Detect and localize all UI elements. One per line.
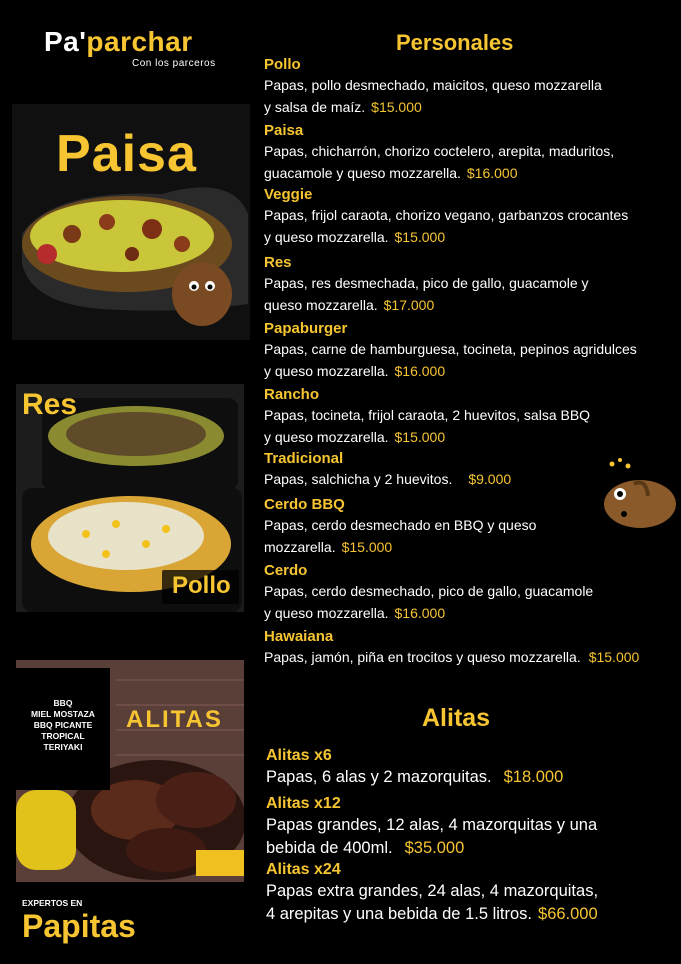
menu-item-papaburger: [264, 320, 674, 382]
item-desc: [264, 204, 674, 248]
item-desc: [264, 272, 674, 316]
item-name: Cerdo: [264, 562, 308, 579]
item-price: $15.000: [394, 429, 446, 445]
menu-item-res: [264, 254, 674, 316]
item-desc-line: Papas, salchicha y 2 huevitos.: [264, 471, 453, 487]
alitas-title: Alitas: [422, 704, 491, 732]
item-name: Rancho: [264, 386, 320, 403]
item-desc-line: Papas, chicharrón, chorizo coctelero, arepita, maduritos,: [264, 143, 615, 159]
sauce-item: TROPICAL: [41, 731, 85, 741]
menu-item-pollo: [264, 56, 674, 118]
sauce-item: BBQ: [53, 698, 73, 708]
item-desc-line: Papas, cerdo desmechado, pico de gallo, guacamole: [264, 583, 594, 599]
menu-item-veggie: [264, 186, 674, 248]
sauce-item: TERIYAKI: [43, 742, 83, 752]
item-desc-line: y queso mozzarella.: [264, 229, 389, 245]
item-price: $16.000: [466, 165, 518, 181]
item-desc-line: Papas grandes, 12 alas, 4 mazorquitas y una: [266, 816, 598, 834]
item-desc-line: Papas, tocineta, frijol caraota, 2 huevitos, salsa BBQ: [264, 407, 591, 423]
item-name: Papaburger: [264, 320, 348, 337]
item-desc-line: guacamole y queso mozzarella.: [264, 165, 461, 181]
item-name: Veggie: [264, 186, 313, 203]
item-desc-line: Papas, 6 alas y 2 mazorquitas.: [266, 768, 492, 786]
item-price: $15.000: [394, 229, 446, 245]
item-desc: [264, 580, 674, 624]
item-desc-line: Papas, res desmechada, pico de gallo, guacamole y: [264, 275, 589, 291]
menu-item-alitas-x12: [266, 794, 676, 860]
item-name: Paisa: [264, 122, 304, 139]
item-desc-line: Papas, frijol caraota, chorizo vegano, garbanzos crocantes: [264, 207, 629, 223]
menu-item-hawaiana: [264, 628, 674, 668]
item-desc: [264, 338, 674, 382]
item-desc-line: bebida de 400ml.: [266, 839, 393, 857]
item-desc: [264, 404, 674, 448]
item-name: Pollo: [264, 56, 301, 73]
menu-item-alitas-x24: [266, 860, 676, 926]
pollo-photo-label: Pollo: [162, 570, 239, 604]
paisa-photo-label: Paisa: [56, 125, 197, 183]
item-desc: [266, 766, 676, 789]
item-desc-line: y salsa de maíz.: [264, 99, 366, 115]
item-desc-line: mozzarella.: [264, 539, 336, 555]
personales-title: Personales: [396, 30, 514, 55]
potato-mascot-icon: [600, 456, 676, 537]
item-price: $16.000: [394, 605, 446, 621]
brand-name-part1: Pa': [44, 26, 87, 57]
item-desc-line: Papas, carne de hamburguesa, tocineta, pepinos agridulces: [264, 341, 637, 357]
item-name: Res: [264, 254, 292, 271]
item-desc-line: y queso mozzarella.: [264, 605, 389, 621]
item-price: $9.000: [468, 471, 512, 487]
item-desc: [266, 814, 676, 860]
item-desc: [264, 74, 674, 118]
menu-item-paisa: [264, 122, 674, 184]
papitas-label: Papitas: [22, 908, 136, 944]
item-price: $15.000: [371, 99, 422, 115]
alitas-photo-label: ALITAS: [126, 706, 223, 733]
item-name: Hawaiana: [264, 628, 334, 645]
item-desc-line: Papas, cerdo desmechado en BBQ y queso: [264, 517, 537, 533]
item-name: Alitas x6: [266, 747, 332, 764]
brand-name-part2: parchar: [86, 26, 193, 57]
item-price: $66.000: [538, 905, 598, 923]
item-desc-line: queso mozzarella.: [264, 297, 378, 313]
item-name: Alitas x24: [266, 861, 341, 878]
item-name: Tradicional: [264, 450, 344, 467]
brand-logo: [44, 26, 224, 69]
menu-item-alitas-x6: [266, 746, 676, 789]
item-desc: [264, 646, 674, 668]
brand-tagline: Con los parceros: [132, 58, 216, 69]
item-desc: [264, 140, 674, 184]
item-desc-line: Papas, pollo desmechado, maicitos, queso mozzarella: [264, 77, 602, 93]
item-price: $18.000: [503, 768, 564, 786]
expertos-label: EXPERTOS EN: [22, 898, 83, 908]
item-desc-line: Papas, jamón, piña en trocitos y queso mozzarella.: [264, 649, 581, 665]
menu-item-cerdo: [264, 562, 674, 624]
item-name: Alitas x12: [266, 795, 341, 812]
item-desc-line: Papas extra grandes, 24 alas, 4 mazorquitas,: [266, 882, 599, 900]
brand-name: [44, 26, 224, 58]
sauce-item: MIEL MOSTAZA: [31, 709, 95, 719]
sauce-list: [16, 668, 110, 753]
item-price: $35.000: [404, 839, 465, 857]
item-name: Cerdo BBQ: [264, 496, 345, 513]
sauce-item: BBQ PICANTE: [33, 720, 93, 730]
item-desc: [266, 880, 676, 926]
sauce-flavors-box: [16, 668, 110, 790]
item-desc-line: y queso mozzarella.: [264, 363, 389, 379]
menu-item-rancho: [264, 386, 674, 448]
res-photo-label: Res: [22, 388, 78, 421]
item-desc-line: 4 arepitas y una bebida de 1.5 litros.: [266, 905, 533, 923]
item-price: $15.000: [341, 539, 393, 555]
item-price: $17.000: [383, 297, 435, 313]
item-price: $15.000: [588, 649, 640, 665]
item-price: $16.000: [394, 363, 446, 379]
item-desc-line: y queso mozzarella.: [264, 429, 389, 445]
